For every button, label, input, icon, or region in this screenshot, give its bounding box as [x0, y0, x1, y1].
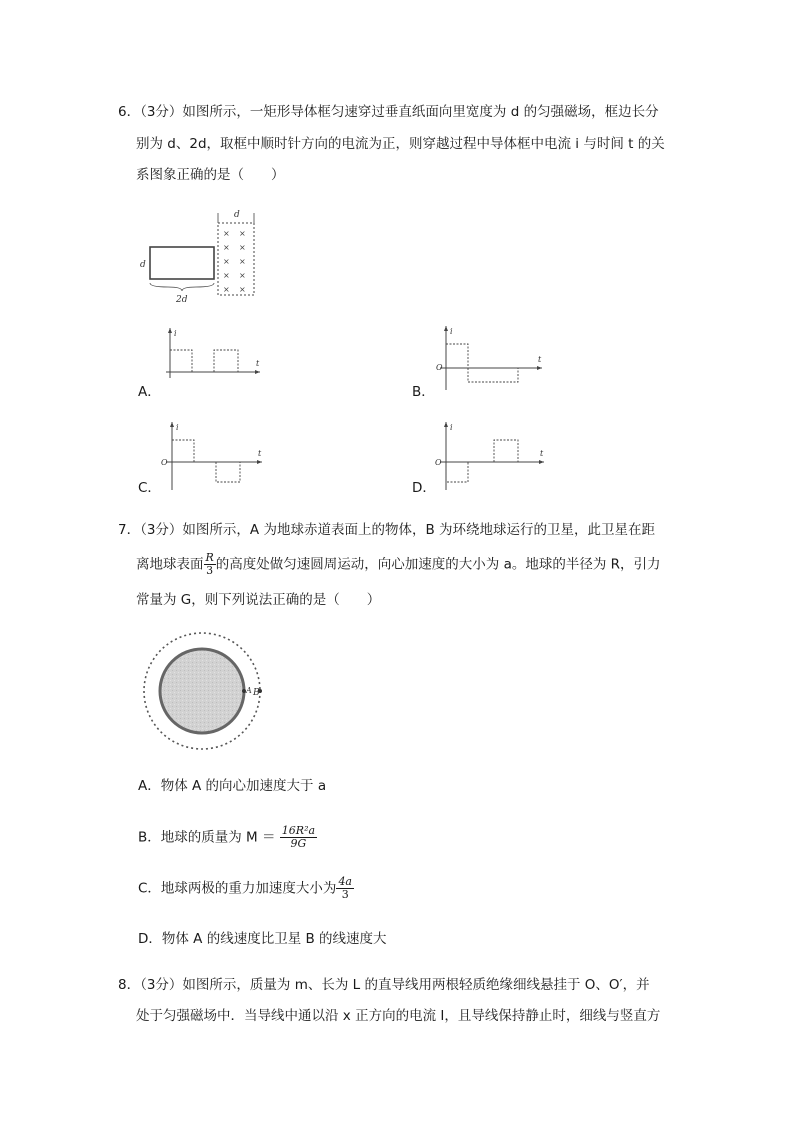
- q7-line-3: 常量为 G，则下列说法正确的是（ ）: [136, 592, 381, 608]
- earth: [160, 649, 244, 733]
- fraction-r-over-3: $\frac{R}{3}$: [205, 551, 214, 577]
- svg-text:t: t: [258, 449, 262, 458]
- q6-option-a-label[interactable]: A．: [138, 384, 161, 400]
- svg-text:×: ×: [223, 229, 230, 238]
- svg-text:×: ×: [239, 229, 246, 238]
- q6-option-a-graph: [158, 326, 268, 386]
- q6-line-2: 别为 d、2d，取框中顺时针方向的电流为正，则穿越过程中导体框中电流 i 与时间 t 的关: [136, 136, 665, 152]
- q7-line-1: 7．（3分）如图所示，A 为地球赤道表面上的物体，B 为环绕地球运行的卫星，此卫星在距: [118, 522, 656, 538]
- q7-option-d[interactable]: D．物体 A 的线速度比卫星 B 的线速度大: [138, 931, 387, 947]
- label-d-top: d: [234, 210, 240, 220]
- q6-option-d-graph: [432, 420, 552, 492]
- svg-text:O: O: [436, 363, 443, 372]
- q7-line-2: 离地球表面 $\frac{R}{3}$ 的高度处做匀速圆周运动，向心加速度的大小为 a。地球的半径为 R，引力: [136, 551, 661, 577]
- svg-text:×: ×: [223, 243, 230, 252]
- svg-text:i: i: [450, 327, 453, 336]
- q7-option-c[interactable]: C．地球两极的重力加速度大小为 $\frac{4a}{3}$: [138, 875, 352, 901]
- q7-figure: [140, 626, 270, 756]
- svg-text:×: ×: [223, 285, 230, 294]
- q6-option-b-label[interactable]: B．: [412, 384, 435, 400]
- fraction-4a-over-3: $\frac{4a}{3}$: [338, 875, 352, 901]
- fraction-mass: $\frac{\text{16R²a}}{9G}$: [281, 824, 316, 850]
- svg-text:i: i: [450, 423, 453, 432]
- q8-line-2: 处于匀强磁场中．当导线中通以沿 x 正方向的电流 I，且导线保持静止时，细线与竖直方: [136, 1008, 661, 1024]
- svg-text:×: ×: [239, 271, 246, 280]
- svg-text:×: ×: [239, 257, 246, 266]
- q6-option-d-label[interactable]: D．: [412, 480, 436, 496]
- svg-text:×: ×: [239, 243, 246, 252]
- q6-line-3: 系图象正确的是（ ）: [136, 167, 285, 183]
- q7-option-b[interactable]: B．地球的质量为 M ＝ $\frac{\text{16R²a}}{9G}$: [138, 824, 316, 850]
- svg-text:i: i: [176, 423, 179, 432]
- svg-text:t: t: [540, 449, 544, 458]
- label-a: A: [246, 686, 252, 695]
- svg-text:×: ×: [223, 257, 230, 266]
- q6-option-b-graph: [432, 324, 552, 394]
- q6-option-c-label[interactable]: C．: [138, 480, 161, 496]
- svg-text:O: O: [161, 458, 168, 467]
- svg-text:i: i: [174, 329, 177, 338]
- svg-text:t: t: [538, 355, 542, 364]
- q8-line-1: 8．（3分）如图所示，质量为 m、长为 L 的直导线用两根轻质绝缘细线悬挂于 O、O′，并: [118, 977, 650, 993]
- field-crosses: [223, 229, 246, 294]
- q6-line-1: 6．（3分）如图所示，一矩形导体框匀速穿过垂直纸面向里宽度为 d 的匀强磁场，框边长分: [118, 104, 659, 120]
- q6-option-c-graph: [158, 420, 268, 492]
- svg-text:×: ×: [223, 271, 230, 280]
- q7-option-a[interactable]: A．物体 A 的向心加速度大于 a: [138, 778, 327, 794]
- label-2d: 2d: [176, 295, 188, 305]
- label-d-left: d: [140, 260, 146, 270]
- brace-2d: [150, 283, 214, 291]
- label-b: B: [253, 688, 260, 698]
- q6-figure: [138, 207, 268, 307]
- svg-text:×: ×: [239, 285, 246, 294]
- svg-text:O: O: [435, 458, 442, 467]
- svg-text:t: t: [256, 359, 260, 368]
- conductor-frame: [150, 247, 214, 279]
